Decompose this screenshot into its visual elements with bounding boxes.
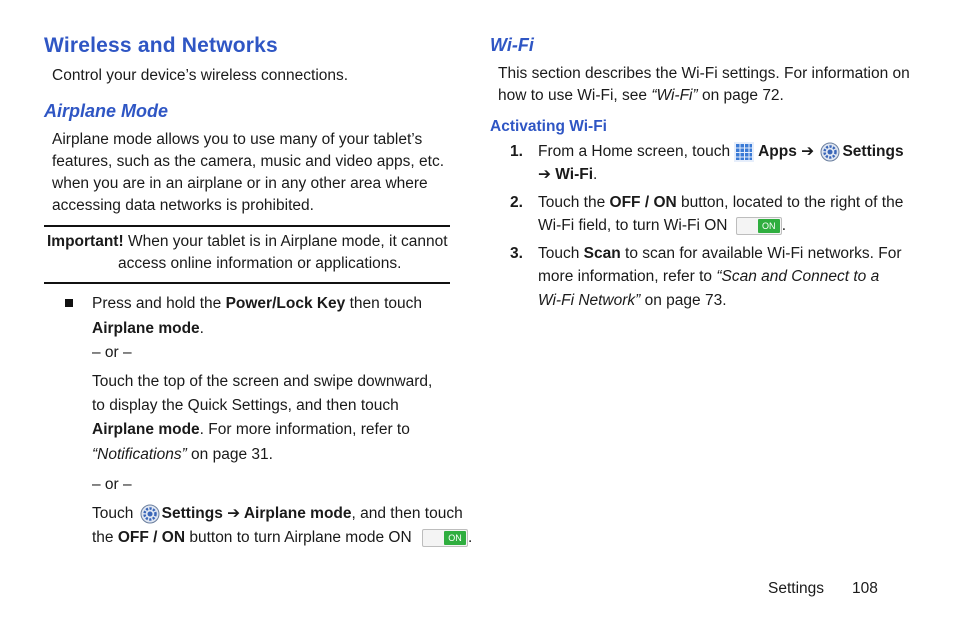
airplane-mode-label: Airplane mode xyxy=(243,505,352,522)
bullet-text: . xyxy=(199,320,204,337)
description-line: when you are in an airplane or in any other area where xyxy=(52,175,428,192)
power-lock-key-label: Power/Lock Key xyxy=(225,295,346,312)
step-number: 2. xyxy=(510,194,523,211)
step1-line2 xyxy=(538,164,597,186)
alt1-line1: Touch the top of the screen and swipe downward, xyxy=(92,373,433,390)
step-text: on page 73. xyxy=(640,292,727,309)
toggle-label: ON xyxy=(758,219,780,233)
alt2-text: , and then touch xyxy=(351,505,463,522)
step1-line1 xyxy=(538,141,904,163)
activating-wifi-heading: Activating Wi-Fi xyxy=(490,118,607,135)
bullet-square-icon xyxy=(65,299,73,307)
toggle-on-icon xyxy=(736,217,782,235)
or-separator: – or – xyxy=(92,344,132,361)
divider-bottom xyxy=(44,282,450,284)
step-number: 3. xyxy=(510,245,523,262)
notifications-reference: “Notifications” xyxy=(92,446,187,463)
airplane-mode-heading: Airplane Mode xyxy=(44,101,169,121)
step-text: From a Home screen, touch xyxy=(538,143,731,160)
off-on-label: OFF / ON xyxy=(609,194,677,211)
alt1-text: . For more information, refer to xyxy=(199,421,410,438)
step2-line1 xyxy=(538,192,903,214)
settings-label: Settings xyxy=(842,143,904,160)
important-text-line2: access online information or applications. xyxy=(118,255,402,272)
wifi-desc-text: on page 72. xyxy=(697,87,784,104)
arrow-icon: ➔ xyxy=(538,166,556,183)
wifi-desc-text: how to use Wi-Fi, see xyxy=(498,87,652,104)
wifi-reference: “Wi-Fi” xyxy=(651,87,698,104)
bullet-text: Press and hold the xyxy=(92,295,226,312)
off-on-label: OFF / ON xyxy=(117,529,186,546)
alt2-text: . xyxy=(467,529,473,546)
step2-line2 xyxy=(538,215,786,237)
scan-connect-reference: “Scan and Connect to a xyxy=(716,268,880,285)
wifi-heading: Wi-Fi xyxy=(490,35,534,55)
description-line: accessing data networks is prohibited. xyxy=(52,197,314,214)
step-text: to scan for available Wi-Fi networks. For xyxy=(620,245,902,262)
step-text: button, located to the right of the xyxy=(676,194,904,211)
divider-top xyxy=(44,225,450,227)
description-line: features, such as the camera, music and video apps, etc. xyxy=(52,153,445,170)
airplane-mode-description xyxy=(52,129,444,217)
alt2-text: the xyxy=(92,529,118,546)
step-text: Wi-Fi field, to turn Wi-Fi ON xyxy=(538,217,728,234)
toggle-on-icon xyxy=(422,529,468,547)
airplane-mode-label: Airplane mode xyxy=(92,320,200,337)
page-title: Wireless and Networks xyxy=(44,34,278,57)
wifi-desc-line1: This section describes the Wi-Fi settings. For information on xyxy=(498,65,910,82)
bullet-text: then touch xyxy=(345,295,423,312)
settings-gear-icon xyxy=(820,142,840,162)
footer-section: Settings xyxy=(768,580,825,597)
intro-text: Control your device’s wireless connections. xyxy=(52,67,349,84)
important-note xyxy=(47,231,448,253)
step-text: . xyxy=(781,217,787,234)
description-line: Airplane mode allows you to use many of your tablet’s xyxy=(52,131,423,148)
alt2-line1 xyxy=(92,503,463,525)
bullet-step xyxy=(92,293,422,315)
step3-line2 xyxy=(538,266,879,288)
arrow-icon: ➔ xyxy=(796,143,819,160)
airplane-mode-label: Airplane mode xyxy=(92,421,200,438)
alt1-line4 xyxy=(92,444,273,466)
important-text: When your tablet is in Airplane mode, it cannot xyxy=(123,233,448,250)
step-text: Touch the xyxy=(538,194,610,211)
step3-line1 xyxy=(538,243,902,265)
step-text: more information, refer to xyxy=(538,268,717,285)
arrow-icon: ➔ xyxy=(222,505,244,522)
important-label: Important! xyxy=(47,233,124,250)
apps-grid-icon xyxy=(734,142,754,162)
step-number: 1. xyxy=(510,143,523,160)
settings-gear-icon xyxy=(140,504,160,524)
scan-label: Scan xyxy=(583,245,621,262)
page-number: 108 xyxy=(852,580,878,597)
toggle-label: ON xyxy=(444,531,466,545)
step-text: Touch xyxy=(538,245,584,262)
step3-line3 xyxy=(538,290,727,312)
alt2-text: Touch xyxy=(92,505,138,522)
scan-connect-reference: Wi-Fi Network” xyxy=(538,292,641,309)
alt1-line2: to display the Quick Settings, and then touch xyxy=(92,397,399,414)
apps-label: Apps xyxy=(758,143,797,160)
or-separator: – or – xyxy=(92,476,132,493)
wifi-label: Wi-Fi xyxy=(555,166,594,183)
bullet-step-line2 xyxy=(92,318,204,340)
step-text: . xyxy=(593,166,598,183)
alt2-line2 xyxy=(92,527,472,549)
wifi-desc-line2 xyxy=(498,85,784,107)
settings-label: Settings xyxy=(161,505,223,522)
alt1-text: on page 31. xyxy=(186,446,273,463)
alt1-line3 xyxy=(92,419,410,441)
alt2-text: button to turn Airplane mode ON xyxy=(185,529,412,546)
